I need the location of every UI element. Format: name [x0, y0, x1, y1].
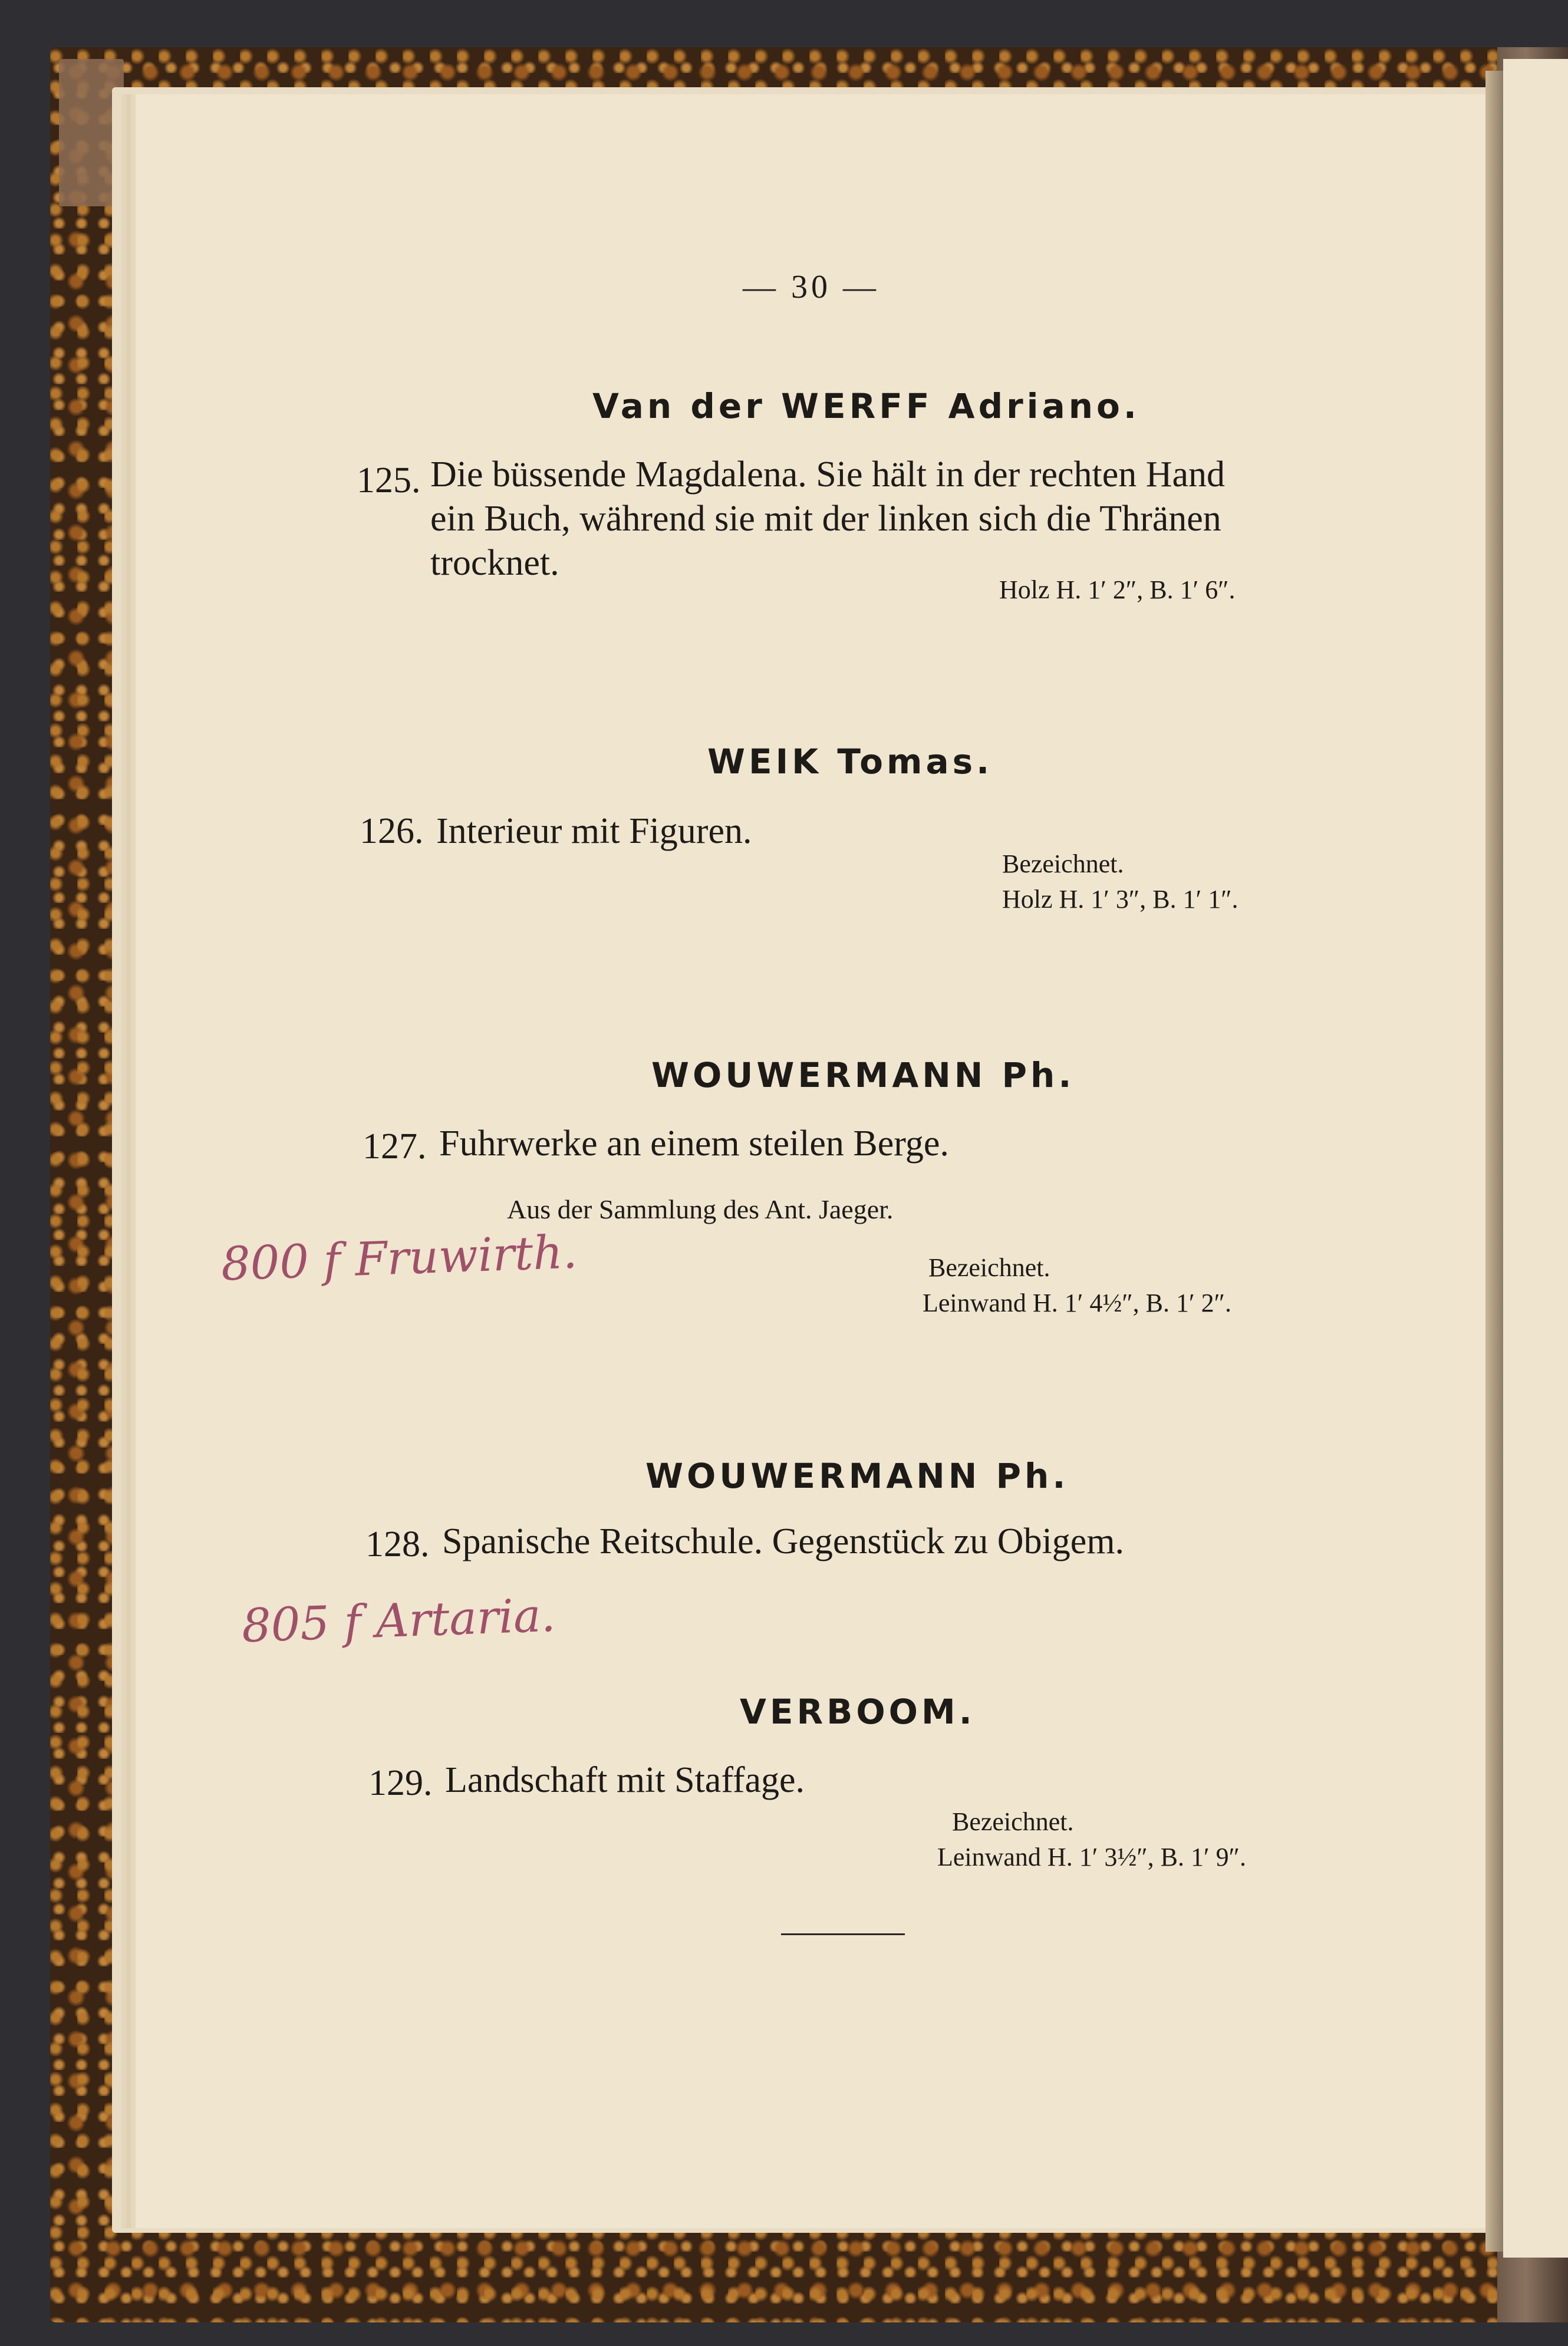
entry-number: 125.: [357, 460, 421, 500]
page-gutter: [1485, 71, 1503, 2252]
provenance-note: Aus der Sammlung des Ant. Jaeger.: [507, 1194, 894, 1224]
entry-number: 128.: [365, 1524, 430, 1564]
entry-title-line: Fuhrwerke an einem steilen Berge.: [439, 1123, 949, 1164]
entry-title-line: trocknet.: [430, 543, 559, 583]
handwritten-annotation: 805 f Artaria.: [241, 1589, 556, 1653]
artist-heading: WOUWERMANN Ph.: [651, 1055, 1075, 1095]
entry-title-line: Die büssende Magdalena. Sie hält in der rechten Hand: [430, 454, 1226, 495]
artist-heading: WEIK Tomas.: [707, 742, 993, 782]
entry-title-line: ein Buch, während sie mit der linken sich die Thränen: [430, 499, 1221, 539]
entry-details: Leinwand H. 1′ 4½″, B. 1′ 2″.: [923, 1289, 1231, 1317]
entry-details: Bezeichnet.: [928, 1253, 1050, 1282]
entry-number: 129.: [368, 1763, 433, 1803]
entry-title-line: Landschaft mit Staffage.: [445, 1760, 805, 1800]
artist-heading: VERBOOM.: [740, 1692, 976, 1732]
entry-details: Bezeichnet.: [952, 1807, 1074, 1836]
entry-details: Leinwand H. 1′ 3½″, B. 1′ 9″.: [937, 1843, 1246, 1871]
entry-number: 127.: [363, 1126, 427, 1167]
artist-heading: Van der WERFF Adriano.: [592, 386, 1140, 426]
end-rule: [781, 1933, 905, 1935]
artist-heading: WOUWERMANN Ph.: [645, 1456, 1069, 1496]
facing-page-edge: [1503, 59, 1568, 2258]
entry-title-line: Interieur mit Figuren.: [436, 811, 752, 851]
handwritten-annotation: 800 f Fruwirth.: [220, 1225, 578, 1291]
entry-details: Holz H. 1′ 2″, B. 1′ 6″.: [999, 575, 1236, 604]
entry-title-line: Spanische Reitschule. Gegenstück zu Obigem.: [442, 1521, 1125, 1561]
entry-number: 126.: [360, 811, 424, 851]
page-number: — 30 —: [743, 269, 879, 305]
entry-details: Holz H. 1′ 3″, B. 1′ 1″.: [1002, 885, 1238, 914]
entry-details: Bezeichnet.: [1002, 849, 1124, 878]
